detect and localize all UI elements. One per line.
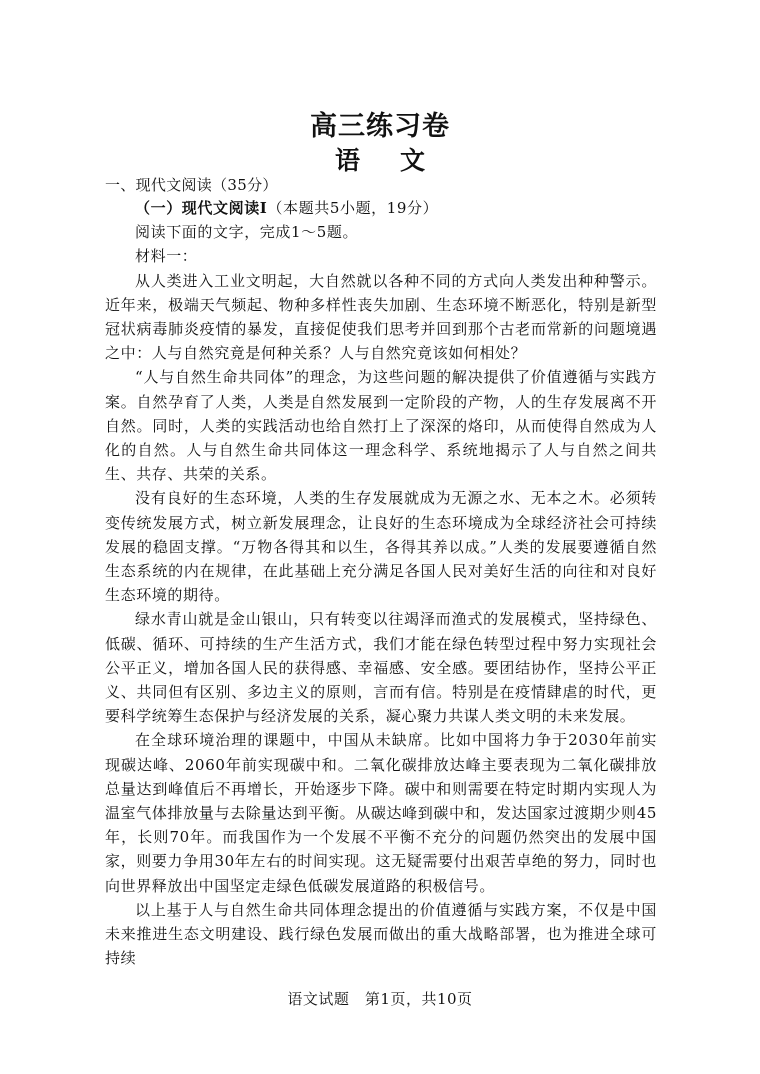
- subject-title: [0, 141, 760, 177]
- subsection-title: （一）现代文阅读Ⅰ: [135, 199, 268, 217]
- paragraph-3: 没有良好的生态环境，人类的生存发展就成为无源之水、无本之木。必须转变传统发展方式，树立新发展理念，让良好的生态环境成为全球经济社会可持续发展的稳固支撑。“万物各得其和以生，各得其养以成。”人类的发展要遵循自然生态系统的内在规律，在此基础上充分满足各国人民对美好生活的向往和对良好生态环境的期待。: [105, 489, 657, 605]
- page-footer: 语文试题 第1页，共10页: [287, 990, 473, 1008]
- paragraph-2: “人与自然生命共同体”的理念，为这些问题的解决提供了价值遵循与实践方案。自然孕育了人类，人类是自然发展到一定阶段的产物，人的生存发展离不开自然。同时，人类的实践活动也给自然打上了深深的烙印，从而使得自然成为人化的自然。人与自然生命共同体这一理念科学、系统地揭示了人与自然之间共生、共存、共荣的关系。: [105, 368, 657, 484]
- reading-content: [105, 196, 657, 971]
- instruction-text: 阅读下面的文字，完成1～5题。: [135, 223, 359, 242]
- paragraph-4: 绿水青山就是金山银山，只有转变以往竭泽而渔式的发展模式，坚持绿色、低碳、循环、可持续的生产生活方式，我们才能在绿色转型过程中努力实现社会公平正义，增加各国人民的获得感、幸福感、安全感。要团结协作，坚持公平正义、共同但有区别、多边主义的原则，言而有信。特别是在疫情肆虐的时代，更要科学统筹生态保护与经济发展的关系，凝心聚力共谋人类文明的未来发展。: [105, 610, 657, 726]
- subsection-note: （本题共5小题，19分）: [267, 199, 439, 217]
- subsection-heading: [105, 196, 657, 220]
- section-heading: 一、现代文阅读（35分）: [105, 176, 278, 194]
- paragraph-5: 在全球环境治理的课题中，中国从未缺席。比如中国将力争于2030年前实现碳达峰、2060年前实现碳中和。二氧化碳排放达峰主要表现为二氧化碳排放总量达到峰值后不再增长，开始逐步下降。碳中和则需要在特定时期内实现人为温室气体排放量与去除量达到平衡。从碳达峰到碳中和，发达国家过渡期少则45年，长则70年。而我国作为一个发展不平衡不充分的问题仍然突出的发展中国家，则要力争用30年左右的时间实现。这无疑需要付出艰苦卓绝的努力，同时也向世界释放出中国坚定走绿色低碳发展道路的积极信号。: [105, 731, 657, 895]
- subject-char-2: 文: [400, 146, 426, 175]
- exam-title: 高三练习卷: [310, 111, 450, 142]
- subject-char-1: 语: [334, 146, 360, 175]
- paragraph-6: 以上基于人与自然生命共同体理念提出的价值遵循与实践方案，不仅是中国未来推进生态文明建设、践行绿色发展而做出的重大战略部署，也为推进全球可持续: [105, 900, 657, 968]
- paragraph-1: 从人类进入工业文明起，大自然就以各种不同的方式向人类发出种种警示。近年来，极端天气频起、物种多样性丧失加剧、生态环境不断恶化，特别是新型冠状病毒肺炎疫情的暴发，直接促使我们思考并回到那个古老而常新的问题境遇之中：人与自然究竟是何种关系？人与自然究竟该如何相处？: [105, 271, 657, 363]
- material-label: 材料一：: [135, 247, 198, 266]
